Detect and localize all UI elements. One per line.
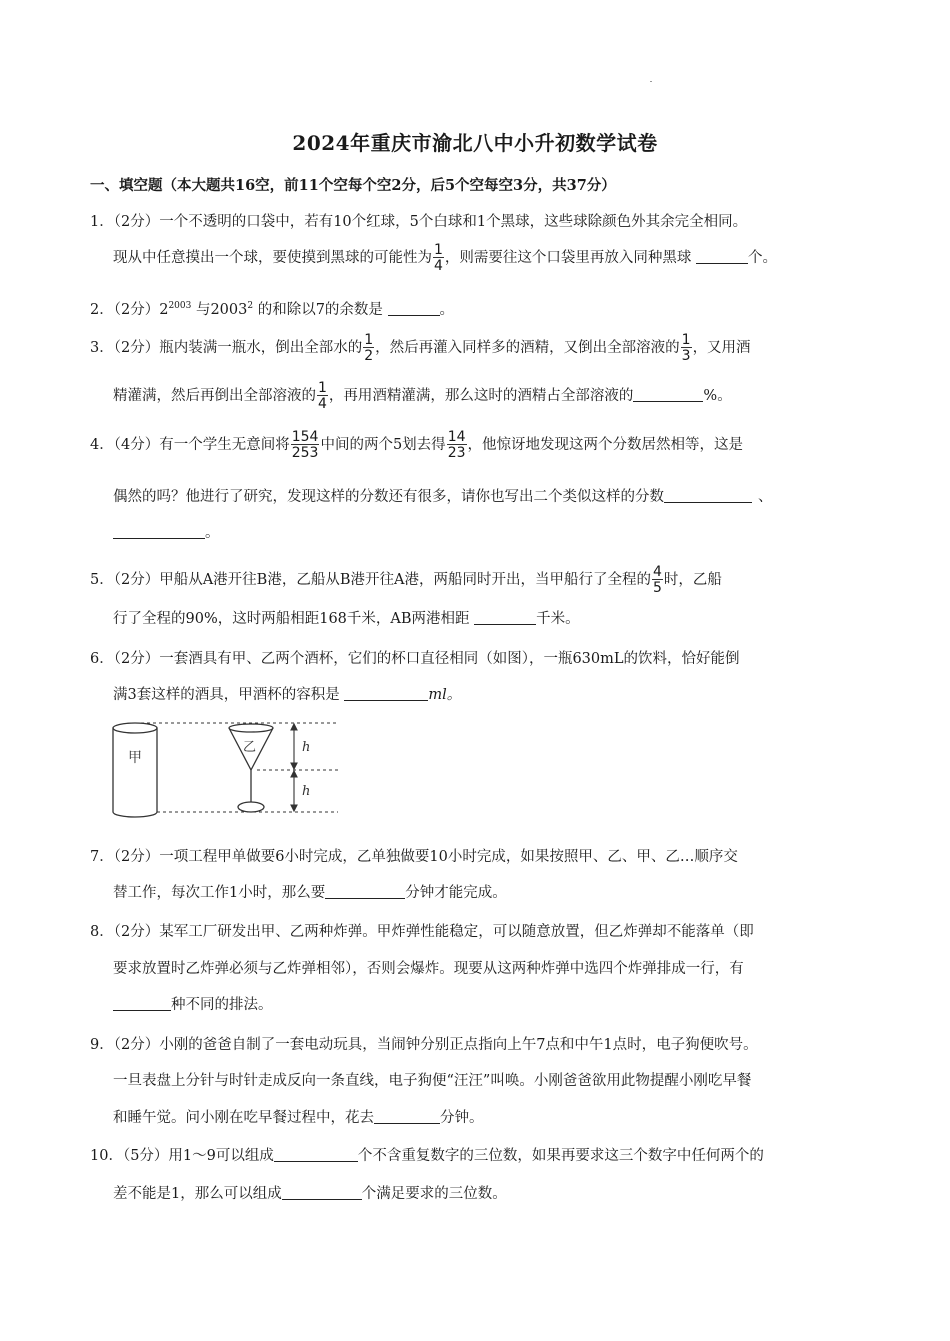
q5-text1: （2分）甲船从A港开往B港，乙船从B港开往A港，两船同时开出，当甲船行了全程的: [113, 572, 651, 588]
q10-answer-blank1[interactable]: [274, 1147, 358, 1162]
q4-line1: [90, 430, 743, 460]
q7-line1: [90, 845, 738, 866]
q8-number: 8．: [90, 924, 114, 940]
q3-answer-blank[interactable]: [633, 387, 703, 402]
q4-line3: [113, 521, 220, 542]
q6-text3: ml。: [428, 687, 462, 703]
q5-answer-blank[interactable]: [474, 610, 536, 625]
q4-text5: 、: [758, 489, 773, 505]
q10-line2: [113, 1182, 507, 1203]
q1-line1: [90, 210, 747, 231]
q6-line2: [113, 683, 461, 704]
q2-text-a: （2分）2: [113, 302, 169, 318]
label-jia: 甲: [128, 750, 142, 766]
q9-text2: 一旦表盘上分针与时针走成反向一条直线，电子狗便“汪汪”叫唤。小刚爸爸欲用此物提醒小刚吃早餐: [113, 1073, 752, 1089]
q9-line3: [113, 1106, 484, 1127]
label-yi: 乙: [243, 740, 257, 755]
q2-text-b: 与2003: [195, 302, 248, 318]
q2-number: 2．: [90, 302, 114, 318]
q3-fraction2: [681, 333, 692, 363]
q9-text1: （2分）小刚的爸爸自制了一套电动玩具，当闹钟分别正点指向上午7点和中午1点时，电子狗便吹号。: [113, 1037, 758, 1053]
q2-text-c: 的和除以7的余数是: [257, 302, 383, 318]
page-title: 2024年重庆市渝北八中小升初数学试卷: [292, 131, 658, 155]
q4-line2: [113, 485, 773, 506]
frac-denominator: 4: [318, 396, 327, 412]
q3-text6: %。: [703, 388, 732, 404]
q5-text2: 时，乙船: [663, 572, 722, 588]
frac-denominator: 4: [434, 258, 443, 274]
frac-numerator: 1: [364, 332, 374, 348]
q4-text4: 偶然的吗？他进行了研究，发现这样的分数还有很多，请你也写出二个类似这样的分数: [113, 489, 664, 505]
q8-answer-blank[interactable]: [113, 996, 171, 1011]
q5-number: 5．: [90, 572, 114, 588]
q1-line2: [113, 243, 777, 273]
q10-answer-blank2[interactable]: [282, 1185, 362, 1200]
frac-numerator: 154: [291, 429, 319, 445]
q4-text3: ，他惊讶地发现这两个分数居然相等，这是: [467, 437, 744, 453]
q1-text2: 现从中任意摸出一个球，要使摸到黑球的可能性为: [113, 250, 432, 266]
q1-number: 1．: [90, 214, 114, 230]
q8-line3: [113, 993, 273, 1014]
q6-answer-blank[interactable]: [344, 686, 428, 701]
q9-line1: [90, 1033, 758, 1054]
q1-answer-blank[interactable]: [696, 249, 748, 264]
q7-text1: （2分）一项工程甲单做要6小时完成，乙单独做要10小时完成，如果按照甲、乙、甲、乙…顺序交: [113, 849, 738, 865]
q4-fraction2: [447, 430, 467, 460]
q3-fraction1: [363, 333, 374, 363]
q2-text-d: 。: [439, 302, 455, 318]
q5-line2: [113, 607, 580, 628]
frac-denominator: 23: [447, 445, 466, 461]
q7-line2: [113, 881, 507, 902]
cone-top: [229, 724, 273, 732]
q9-text3: 和睡午觉。问小刚在吃早餐过程中，花去: [113, 1110, 374, 1126]
q3-line1: [90, 333, 751, 363]
q3-text4: 精灌满，然后再倒出全部溶液的: [113, 388, 316, 404]
frac-denominator: 3: [681, 348, 691, 364]
q10-line1: [90, 1144, 764, 1165]
q1-text4: 个。: [748, 250, 778, 266]
q7-text3: 分钟才能完成。: [405, 885, 507, 901]
frac-numerator: 14: [447, 429, 466, 445]
frac-numerator: 1: [318, 380, 327, 396]
q4-fraction1: [291, 430, 320, 460]
q3-text2: ，然后再灌入同样多的酒精，又倒出全部溶液的: [375, 340, 680, 356]
frac-denominator: 5: [652, 580, 662, 596]
q2-line: [90, 298, 454, 319]
q5-text4: 千米。: [536, 611, 580, 627]
q2-exponent1: 2003: [168, 301, 192, 311]
frac-denominator: 253: [291, 445, 319, 461]
q8-text3: 种不同的排法。: [171, 997, 273, 1013]
q7-answer-blank[interactable]: [325, 884, 405, 899]
q2-answer-blank[interactable]: [388, 301, 440, 316]
q6-line1: [90, 647, 740, 668]
frac-denominator: 2: [364, 348, 374, 364]
q3-line2: [113, 381, 732, 411]
q3-fraction3: [317, 381, 328, 411]
q7-text2: 替工作，每次工作1小时，那么要: [113, 885, 326, 901]
frac-numerator: 4: [652, 564, 662, 580]
q5-fraction: [652, 565, 663, 595]
q5-text3: 行了全程的90%，这时两船相距168千米，AB两港相距: [113, 611, 470, 627]
q1-fraction: [433, 243, 444, 273]
q10-text4: 个满足要求的三位数。: [361, 1186, 507, 1202]
q10-text1: （5分）用1～9可以组成: [122, 1148, 274, 1164]
cylinder-top: [113, 723, 157, 733]
q8-line1: [90, 920, 754, 941]
q10-text3: 差不能是1，那么可以组成: [113, 1186, 282, 1202]
q3-number: 3．: [90, 340, 114, 356]
q10-text2: 个不含重复数字的三位数，如果再要求这三个数字中任何两个的: [357, 1148, 764, 1164]
section-heading: 一、填空题（本大题共16空，前11个空每个空2分，后5个空每空3分，共37分）: [90, 177, 616, 194]
q9-line2: [113, 1069, 751, 1090]
q2-exponent2: 2: [247, 301, 254, 311]
label-h2: h: [302, 784, 311, 799]
q4-text2: 中间的两个5划去得: [320, 437, 446, 453]
q9-answer-blank[interactable]: [374, 1109, 440, 1124]
q5-line1: [90, 565, 722, 595]
q6-text1: （2分）一套酒具有甲、乙两个酒杯，它们的杯口直径相同（如图），一瓶630mL的饮料，恰好能倒: [113, 651, 740, 667]
q8-line2: [113, 957, 744, 978]
wine-glasses-figure: [108, 718, 338, 822]
q8-text2: 要求放置时乙炸弹必须与乙炸弹相邻），否则会爆炸。现要从这两种炸弹中选四个炸弹排成一行，有: [113, 961, 744, 977]
q4-text1: （4分）有一个学生无意间将: [113, 437, 290, 453]
label-h1: h: [302, 740, 311, 755]
q1-text3: ，则需要往这个口袋里再放入同种黑球: [444, 250, 692, 266]
q7-number: 7．: [90, 849, 114, 865]
q9-text4: 分钟。: [440, 1110, 484, 1126]
q4-text6: 。: [205, 525, 220, 541]
q10-number: 10．: [90, 1148, 123, 1164]
q3-text3: ，又用酒: [692, 340, 751, 356]
q3-text1: （2分）瓶内装满一瓶水，倒出全部水的: [113, 340, 363, 356]
q9-number: 9．: [90, 1037, 114, 1053]
scan-dot: [650, 81, 652, 82]
q4-number: 4．: [90, 437, 114, 453]
q3-text5: ，再用酒精灌满，那么这时的酒精占全部溶液的: [328, 388, 634, 404]
q4-answer-blank2[interactable]: [113, 524, 205, 539]
q4-answer-blank1[interactable]: [664, 488, 752, 503]
q8-text1: （2分）某军工厂研发出甲、乙两种炸弹。甲炸弹性能稳定，可以随意放置，但乙炸弹却不能落单（即: [113, 924, 754, 940]
q1-text1: （2分）一个不透明的口袋中，若有10个红球，5个白球和1个黑球，这些球除颜色外其余完全相同。: [113, 214, 748, 230]
frac-numerator: 1: [681, 332, 691, 348]
glass-base: [238, 802, 264, 812]
q6-text2: 满3套这样的酒具，甲酒杯的容积是: [113, 687, 340, 703]
q6-number: 6．: [90, 651, 114, 667]
frac-numerator: 1: [434, 242, 443, 258]
